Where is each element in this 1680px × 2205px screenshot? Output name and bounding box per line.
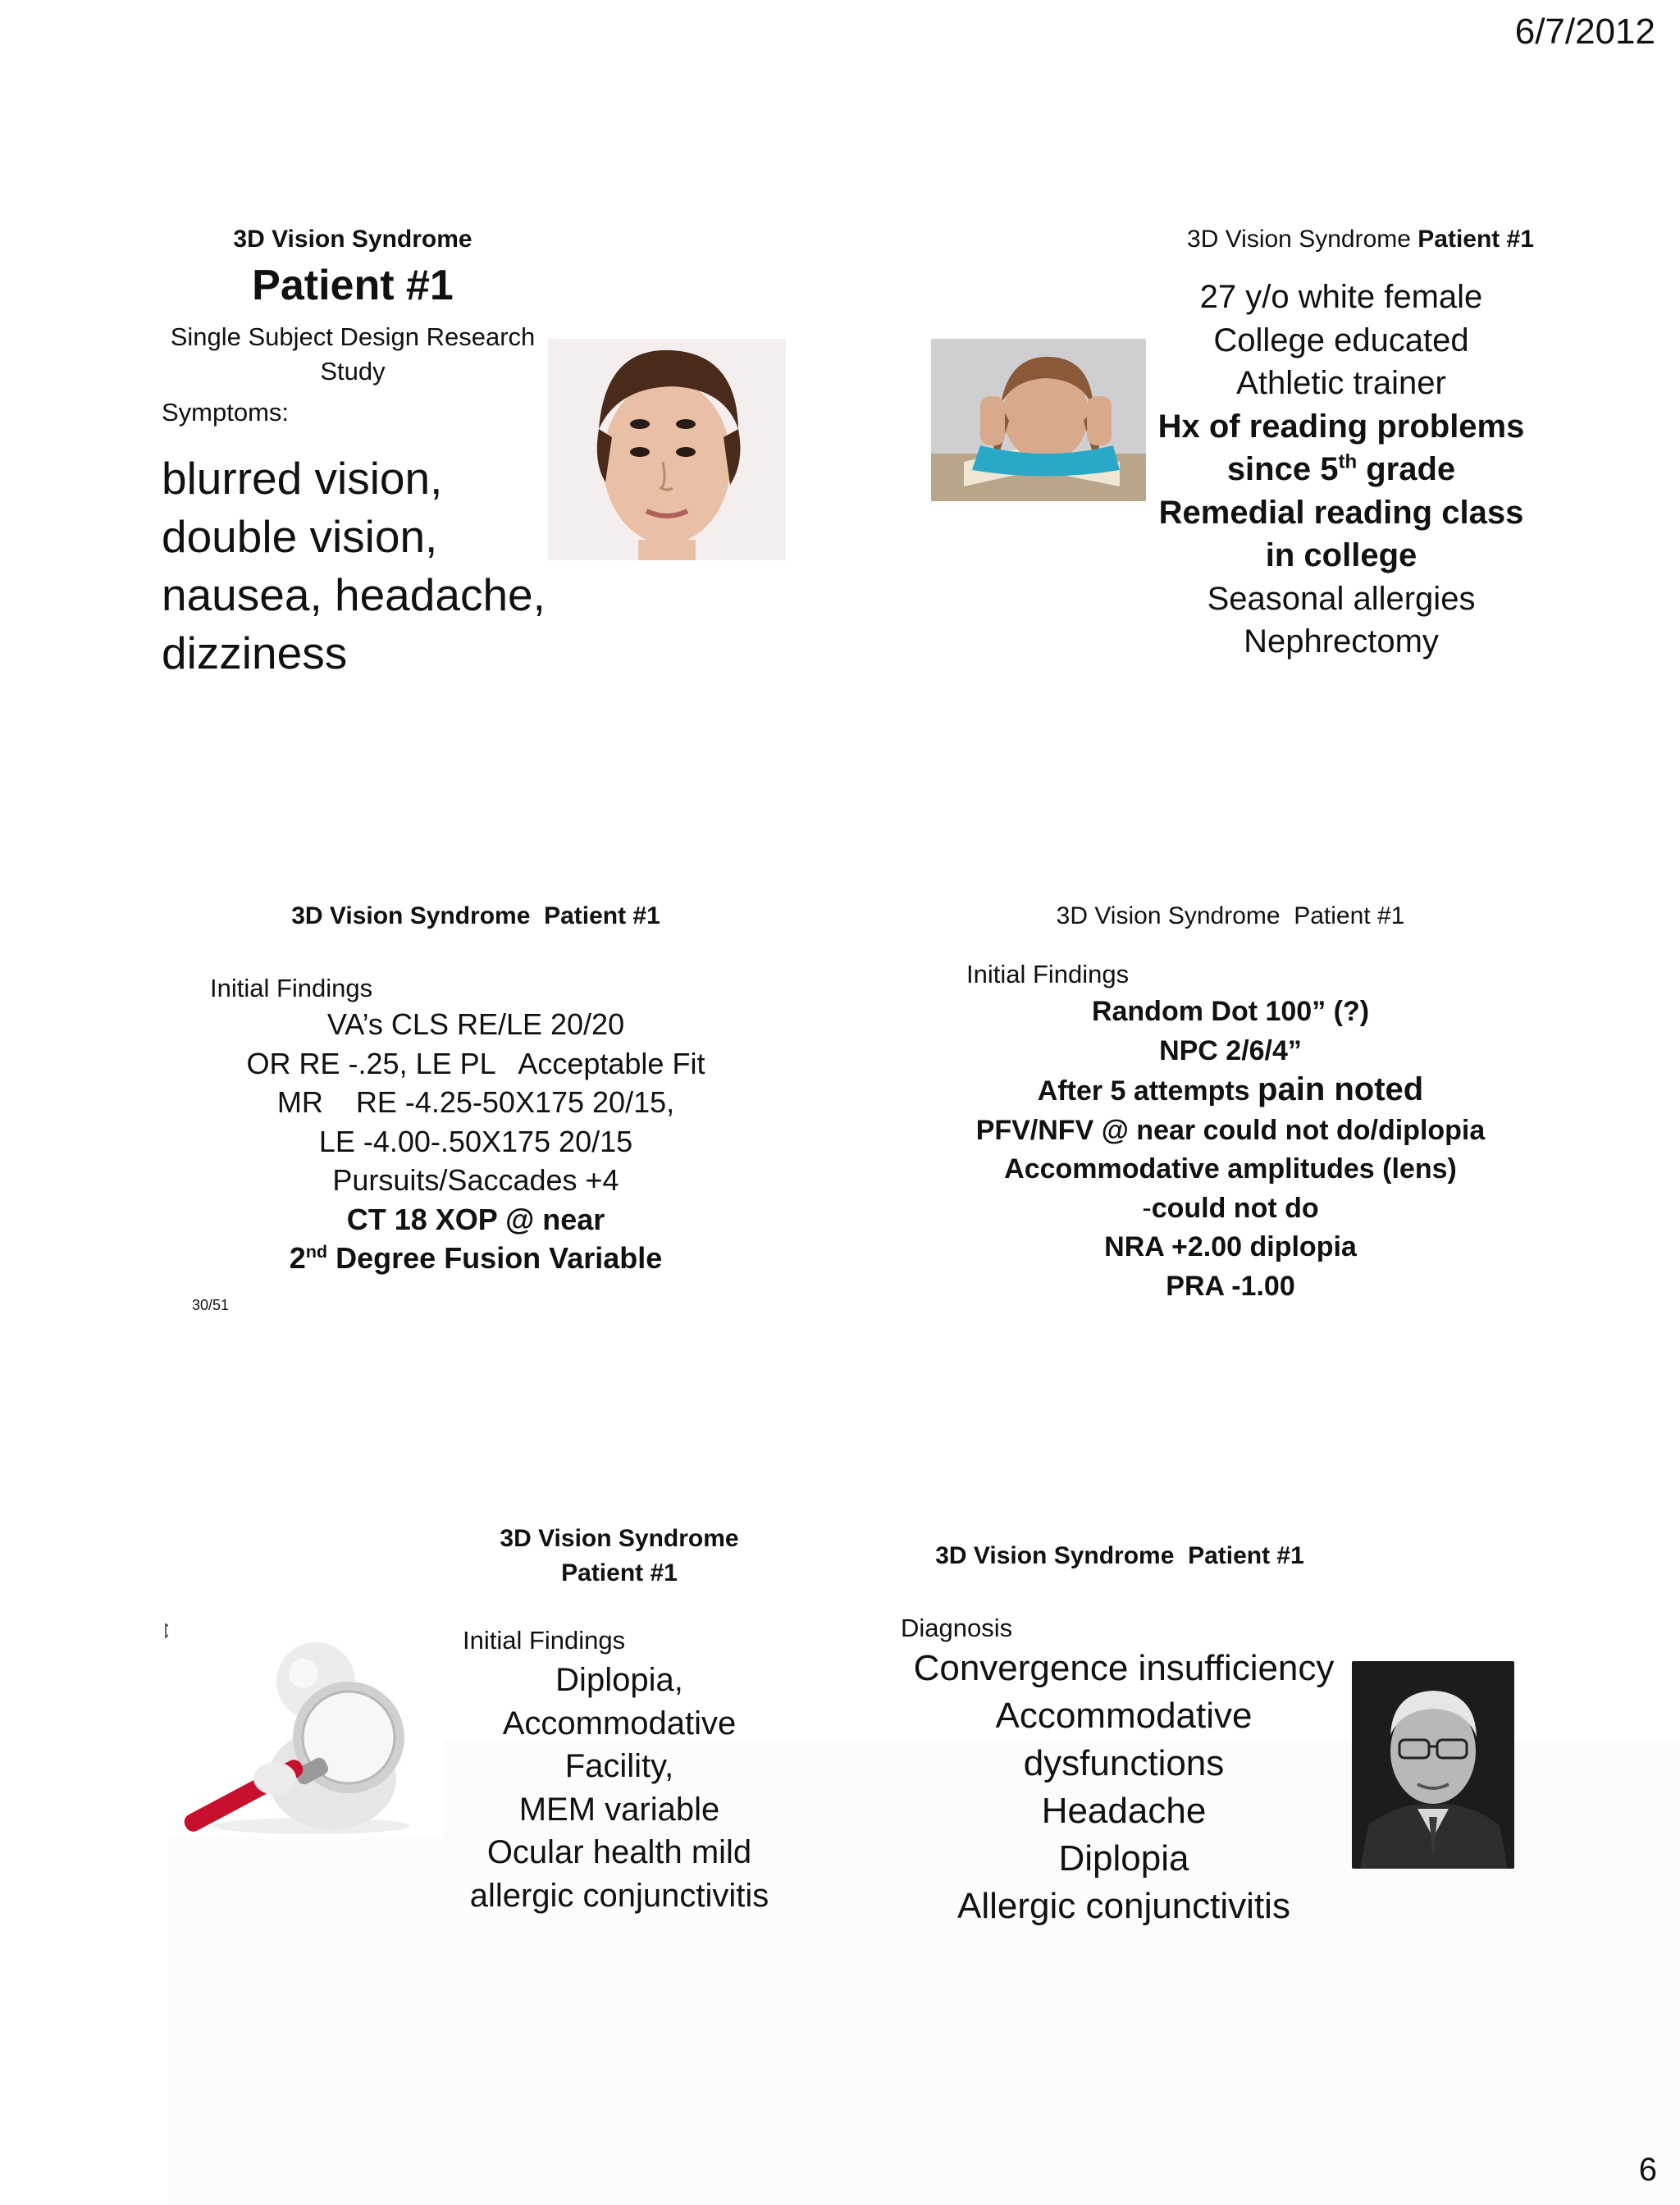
slide3-section-label: Initial Findings — [210, 974, 373, 1002]
history-line: Hx of reading problems — [1157, 408, 1525, 445]
finding-line: MR RE -4.25-50X175 20/15, — [276, 1085, 675, 1119]
symptom-item: dizziness — [162, 628, 348, 678]
grade-prefix: since 5 — [1226, 451, 1339, 487]
finding-line-attempts — [943, 1071, 1518, 1112]
history-line-grade — [1124, 448, 1559, 491]
diagnosis-line: Diplopia — [1058, 1838, 1189, 1879]
couldnot-text: could not do — [1151, 1192, 1319, 1224]
degree-number: 2 — [289, 1241, 306, 1275]
slide2-patient-history — [1124, 276, 1559, 664]
diagnosis-line: Allergic conjunctivitis — [957, 1886, 1290, 1926]
history-line: College educated — [1213, 322, 1469, 358]
grade-suffix: grade — [1357, 451, 1456, 487]
finding-line: PFV/NFV @ near could not do/diplopia — [975, 1114, 1486, 1146]
page-number: 6 — [1638, 2152, 1657, 2188]
slide1-title-small: 3D Vision Syndrome — [233, 226, 472, 253]
slide5-title-line: Patient #1 — [561, 1559, 678, 1586]
grade-superscript: th — [1338, 450, 1358, 473]
pain-noted-text: pain noted — [1258, 1071, 1424, 1107]
slide2-title-plain: 3D Vision Syndrome — [1187, 226, 1418, 253]
finding-line: LE -4.00-.50X175 20/15 — [318, 1124, 633, 1158]
history-line: Seasonal allergies — [1207, 580, 1476, 617]
girl-reading-book-photo — [931, 339, 1146, 501]
figure-with-magnifying-glass-illustration — [168, 1623, 443, 1838]
history-line: Athletic trainer — [1236, 365, 1446, 401]
finding-line: OR RE -.25, LE PL Acceptable Fit — [246, 1046, 705, 1080]
slide1-subtitle — [156, 320, 550, 389]
history-line: in college — [1265, 537, 1418, 573]
symptom-item: blurred vision, — [162, 453, 443, 504]
history-line: 27 y/o white female — [1199, 279, 1483, 315]
symptom-item: nausea, headache, — [162, 569, 546, 620]
slide4-section-label: Initial Findings — [966, 960, 1130, 988]
finding-line: Facility, — [564, 1748, 674, 1784]
slide5-findings — [443, 1659, 796, 1917]
finding-line: NPC 2/6/4” — [1159, 1034, 1302, 1066]
symptom-item: double vision, — [162, 511, 438, 562]
slide6-title: 3D Vision Syndrome Patient #1 — [935, 1542, 1304, 1569]
degree-text: Degree Fusion Variable — [327, 1241, 663, 1275]
finding-line: Ocular health mild — [486, 1834, 752, 1870]
slide3-footer-count: 30/51 — [192, 1297, 230, 1313]
finding-line: Diplopia, — [555, 1662, 683, 1698]
slide1-symptoms-label: Symptoms: — [162, 398, 290, 427]
slide5-title — [472, 1522, 767, 1591]
slide2-title — [1075, 226, 1534, 253]
finding-line: PRA -1.00 — [1166, 1270, 1295, 1302]
attempts-text: After 5 attempts — [1037, 1075, 1258, 1107]
slide1-subtitle-line: Single Subject Design Research — [170, 322, 536, 351]
slide2-title-bold: Patient #1 — [1418, 226, 1534, 253]
diagnosis-line: dysfunctions — [1023, 1743, 1225, 1783]
dash: - — [1142, 1192, 1152, 1224]
diagnosis-line: Convergence insufficiency — [913, 1648, 1335, 1688]
slide4-findings — [943, 993, 1518, 1306]
history-line: Remedial reading class — [1158, 494, 1524, 531]
finding-line: Accommodative amplitudes (lens) — [1004, 1153, 1457, 1185]
diagnosis-line: Accommodative — [995, 1696, 1253, 1736]
slide6-section-label: Diagnosis — [901, 1614, 1013, 1642]
finding-line: VA’s CLS RE/LE 20/20 — [326, 1007, 625, 1041]
woman-with-four-eyes-photo — [548, 339, 786, 560]
slide1-subtitle-line: Study — [320, 357, 386, 386]
finding-line: MEM variable — [518, 1791, 720, 1828]
finding-line: Pursuits/Saccades +4 — [332, 1163, 619, 1197]
slide5-section-label: Initial Findings — [463, 1626, 626, 1655]
finding-line: Random Dot 100” (?) — [1091, 996, 1370, 1027]
finding-line: allergic conjunctivitis — [469, 1877, 769, 1914]
elderly-man-portrait-photo — [1352, 1661, 1514, 1869]
finding-line: NRA +2.00 diplopia — [1104, 1231, 1357, 1262]
slide4-title: 3D Vision Syndrome Patient #1 — [1056, 902, 1405, 929]
slide3-findings — [230, 1005, 722, 1278]
history-line: Nephrectomy — [1244, 623, 1439, 660]
slide3-title: 3D Vision Syndrome Patient #1 — [291, 902, 660, 929]
slide1-title: Patient #1 — [252, 262, 454, 309]
finding-line-fusion — [230, 1239, 722, 1278]
page-date: 6/7/2012 — [1514, 11, 1655, 52]
slide6-diagnosis-list — [894, 1645, 1354, 1930]
finding-line: CT 18 XOP @ near — [346, 1202, 605, 1236]
degree-superscript: nd — [305, 1241, 328, 1262]
slide1-symptoms-list — [162, 450, 555, 682]
finding-line-couldnot — [943, 1189, 1518, 1229]
diagnosis-line: Headache — [1041, 1791, 1207, 1831]
finding-line: Accommodative — [502, 1705, 737, 1742]
slide5-title-line: 3D Vision Syndrome — [500, 1525, 739, 1552]
